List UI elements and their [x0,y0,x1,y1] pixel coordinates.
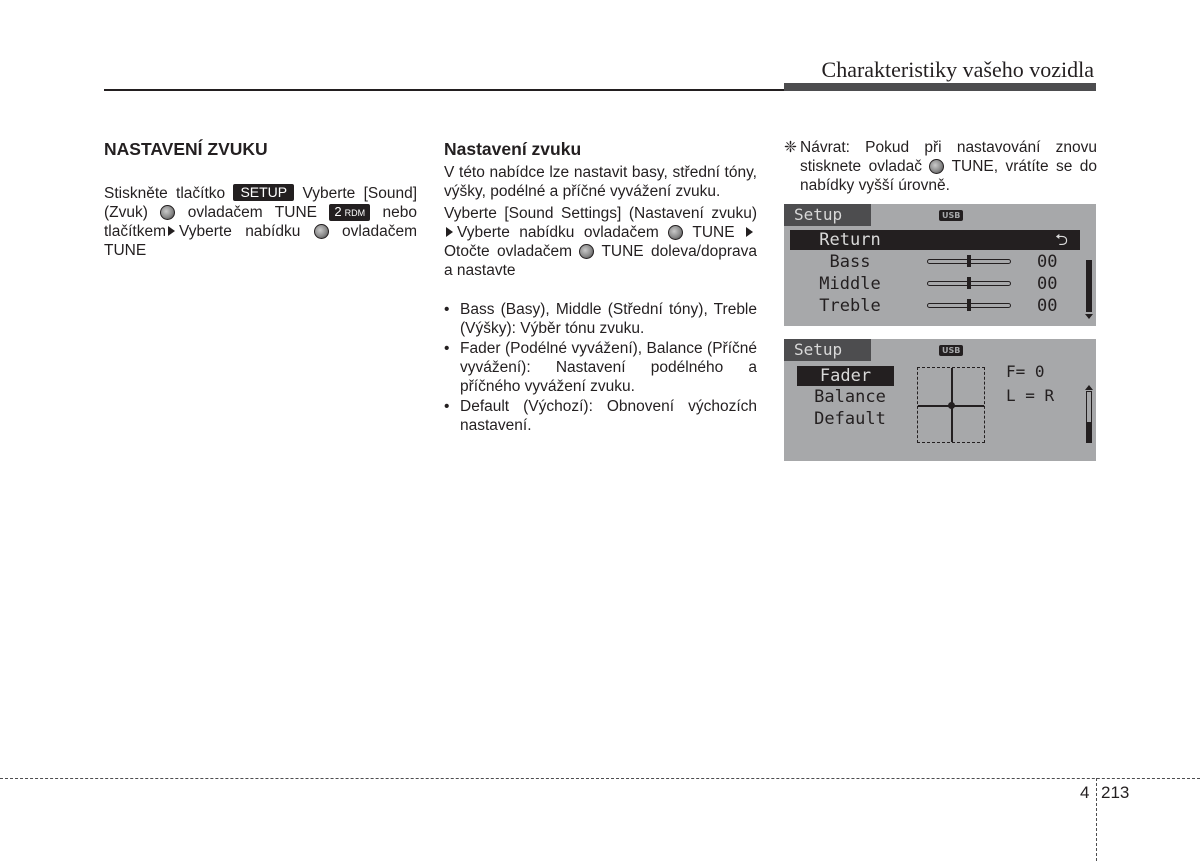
footer-rule [0,778,1200,779]
intro-paragraph: V této nabídce lze nastavit basy, střední tóny, výšky, podélné a příčné vyvážení zvuku. [444,164,757,200]
screen-tab: Setup [784,339,871,361]
fader-value: F= 0 [1006,362,1045,381]
steps-paragraph [444,204,757,280]
treble-slider [927,303,1011,308]
rdm-button-glyph [329,204,370,221]
setup-button-glyph: SETUP [233,184,294,201]
scroll-up-icon [1085,385,1093,390]
setup-screen-balance [784,339,1096,461]
middle-slider [927,281,1011,286]
column-right [784,138,1097,195]
screen-tabbar [784,204,1096,226]
usb-badge: USB [939,345,963,356]
menu-row-treble [790,296,1080,316]
bass-slider [927,259,1011,264]
header-bar [784,83,1096,91]
arrow-right-icon [746,227,753,237]
scrollbar-thumb [1087,422,1091,442]
usb-badge: USB [939,210,963,221]
tune-knob-icon [314,224,329,239]
text: Stiskněte tlačítko [104,185,226,202]
note [784,138,1097,195]
text: ovladačem TUNE [104,223,418,259]
row-label: Balance [814,387,886,407]
list-item: • Default (Výchozí): Obnovení výchozích nastavení. [444,397,757,435]
menu-row-bass [790,252,1080,272]
note-symbol: ❈ [784,139,797,156]
section-heading: NASTAVENÍ ZVUKU [104,139,268,159]
column-middle [444,138,757,436]
text: TUNE [692,224,735,241]
scrollbar [1086,260,1092,312]
row-value: 00 [1037,252,1058,272]
text: Vyberte nabídku [179,223,301,240]
setup-screen-tone [784,204,1096,326]
tune-knob-icon [668,225,683,240]
row-label: Return [819,230,881,250]
row-label: Fader [797,366,894,386]
text: nebo tlačítkem [104,204,418,240]
return-icon: ⮌ [1055,230,1068,249]
menu-row-return [790,230,1080,250]
header-title: Charakteristiky vašeho vozidla [821,57,1094,82]
text: Otočte ovladačem [444,243,572,260]
text: Vyberte [Sound] (Zvuk) [104,185,417,221]
column-left [104,138,417,260]
subsection-heading: Nastavení zvuku [444,139,582,159]
instruction-paragraph [104,184,417,260]
row-value: 00 [1037,274,1058,294]
text: Vyberte [Sound Settings] (Nastavení zvuku) [444,205,757,222]
balance-grid [917,367,985,443]
balance-point [948,402,955,409]
menu-row-fader [790,366,900,386]
list-item: • Bass (Basy), Middle (Střední tóny), Treble (Výšky): Výběr tónu zvuku. [444,300,757,338]
row-value: 00 [1037,296,1058,316]
footer-divider [1096,778,1097,861]
slider-knob [967,277,971,289]
rdm-number: 2 [334,204,342,219]
slider-knob [967,299,971,311]
chapter-number: 4 [1080,783,1090,802]
text: ovladačem TUNE [187,204,317,221]
text: TUNE doleva/doprava a nastavte [444,243,758,279]
slider-knob [967,255,971,267]
text: TUNE, vrátíte se do nabídky vyšší úrovně. [800,158,1098,194]
note-text [800,138,1097,195]
scroll-down-icon [1085,314,1093,319]
bullet-list [444,300,757,435]
screen-tabbar [784,339,1096,361]
tune-knob-icon [160,205,175,220]
row-label: Default [814,409,886,429]
rdm-label: RDM [344,208,366,218]
row-label: Treble [819,296,881,316]
text: Vyberte nabídku ovladačem [457,224,659,241]
row-label: Middle [819,274,881,294]
menu-row-middle [790,274,1080,294]
row-label: Bass [829,252,871,272]
scrollbar [1086,391,1092,443]
text: Návrat: Pokud při nastavování znovu stisknete ovladač [800,139,1097,175]
arrow-right-icon [446,227,453,237]
page-number: 213 [1101,783,1130,802]
tune-knob-icon [929,159,944,174]
scrollbar-thumb [1087,261,1091,311]
tune-knob-icon [579,244,594,259]
screen-tab: Setup [784,204,871,226]
balance-value: L = R [1006,386,1055,405]
arrow-right-icon [168,226,175,236]
list-item: • Fader (Podélné vyvážení), Balance (Příčné vyvážení): Nastavení podélného a příčného vyvážení zvuku. [444,339,757,396]
header-rule [104,89,784,91]
